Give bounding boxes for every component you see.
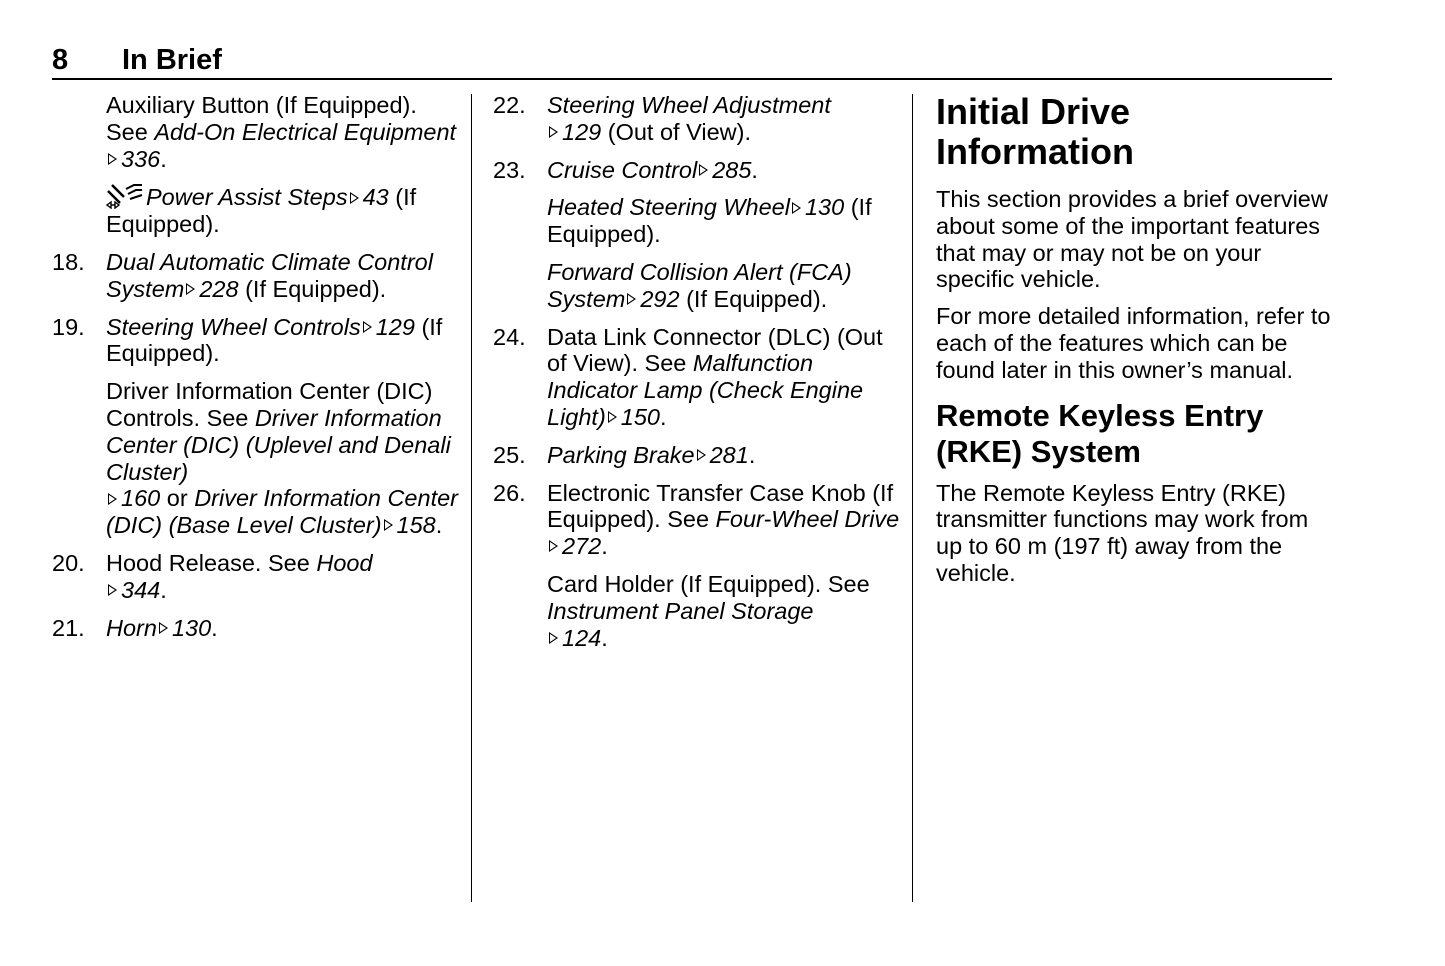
page-ref[interactable]: 285	[712, 156, 752, 183]
page-ref-icon	[549, 632, 558, 644]
column-divider	[912, 94, 913, 902]
page-ref-icon	[549, 126, 558, 138]
page-ref[interactable]: 129	[562, 118, 602, 145]
reference-link[interactable]: Driver Information Center (DIC) (Base Level Cluster)	[106, 485, 459, 539]
page-ref[interactable]: 130	[804, 194, 845, 221]
page-ref-icon	[697, 449, 706, 461]
page-ref[interactable]: 344	[121, 576, 161, 603]
list-item-18: 18. Dual Automatic Climate Control System 228 (If Equipped).	[52, 248, 433, 302]
page-ref-icon	[363, 321, 372, 333]
list-item-dic-controls: Driver Information Center (DIC) Controls. See Driver Information Center (DIC) (Uplevel and Denali Cluster) 160 or Driver Information Center (DIC) (Base Level Cluster) 158.	[106, 378, 459, 539]
section-heading: Initial Drive Information	[936, 91, 1134, 172]
page-ref[interactable]: 158	[396, 512, 436, 539]
reference-link[interactable]: Add-On Electrical Equipment	[154, 118, 457, 145]
column-left	[52, 92, 462, 652]
page-ref[interactable]: 281	[709, 441, 749, 468]
page-ref-icon	[159, 622, 168, 634]
reference-link[interactable]: Malfunction Indicator Lamp (Check Engine Light)	[547, 350, 864, 430]
list-item-power-assist-steps: Power Assist Steps 43 (If Equipped).	[106, 184, 417, 238]
page-ref-icon	[350, 192, 359, 204]
reference-link[interactable]: Parking Brake	[547, 441, 695, 468]
item-number: 26.	[493, 479, 526, 506]
page-ref[interactable]: 272	[562, 533, 602, 560]
list-item-26: 26. Electronic Transfer Case Knob (If Equipped). See Four-Wheel Drive272.	[493, 479, 900, 560]
list-item-23: 23. Cruise Control 285.	[493, 156, 758, 183]
reference-link[interactable]: Steering Wheel Controls	[106, 313, 361, 340]
page-ref-icon	[792, 202, 801, 214]
item-number: 20.	[52, 549, 85, 576]
page-ref[interactable]: 160	[121, 485, 161, 512]
reference-link[interactable]: Horn	[106, 614, 157, 641]
reference-link[interactable]: Heated Steering Wheel	[547, 194, 790, 221]
body-paragraph: This section provides a brief overview about some of the important features that may or may not be on your specific vehicle.	[936, 186, 1328, 293]
reference-link[interactable]: Instrument Panel Storage	[547, 597, 814, 624]
page-ref[interactable]: 292	[640, 285, 680, 312]
page-ref[interactable]: 150	[620, 403, 661, 430]
item-number: 24.	[493, 323, 526, 350]
list-item-25: 25. Parking Brake 281.	[493, 441, 756, 468]
page-ref-icon	[108, 584, 117, 596]
list-item-heated-steering-wheel: Heated Steering Wheel 130 (If Equipped).	[547, 194, 872, 248]
page-ref-icon	[549, 540, 558, 552]
list-item-22: 22. Steering Wheel Adjustment 129 (Out of View).	[493, 92, 831, 145]
list-item-24: 24. Data Link Connector (DLC) (Out of View). See Malfunction Indicator Lamp (Check Engine Light) 150.	[493, 323, 883, 430]
item-number: 19.	[52, 313, 85, 340]
item-number: 22.	[493, 92, 526, 118]
page-number: 8	[52, 44, 69, 76]
reference-link[interactable]: Dual Automatic Climate Control System	[106, 248, 433, 302]
page-ref-icon	[627, 293, 636, 305]
reference-link[interactable]: Four-Wheel Drive	[715, 506, 900, 533]
reference-link[interactable]: Cruise Control	[547, 156, 698, 183]
column-right	[936, 92, 1336, 597]
item-number: 21.	[52, 614, 85, 641]
subsection-heading: Remote Keyless Entry (RKE) System	[936, 397, 1264, 469]
reference-link[interactable]: Hood	[316, 549, 373, 576]
reference-link[interactable]: Power Assist Steps	[146, 184, 348, 211]
page-ref[interactable]: 43	[362, 184, 389, 211]
reference-link[interactable]: Driver Information Center (DIC) (Uplevel and Denali Cluster)	[106, 404, 451, 485]
page-ref[interactable]: 130	[171, 614, 212, 641]
page-ref[interactable]: 129	[375, 313, 415, 340]
item-number: 25.	[493, 441, 526, 468]
list-item-19: 19. Steering Wheel Controls 129 (If Equipped).	[52, 313, 443, 367]
list-item-fca: Forward Collision Alert (FCA) System 292 (If Equipped).	[547, 258, 852, 312]
page-ref-icon	[608, 411, 617, 423]
page-ref[interactable]: 336	[121, 145, 161, 172]
list-item-card-holder: Card Holder (If Equipped). See Instrument Panel Storage 124.	[547, 570, 870, 651]
page-ref-icon	[108, 153, 117, 165]
body-paragraph: The Remote Keyless Entry (RKE) transmitter functions may work from up to 60 m (197 ft) away from the vehicle.	[936, 479, 1309, 586]
item-number: 23.	[493, 156, 526, 183]
power-assist-steps-icon	[106, 183, 144, 209]
list-item-20: 20. Hood Release. See Hood 344.	[52, 549, 373, 603]
page-ref[interactable]: 228	[199, 275, 239, 302]
reference-link[interactable]: Forward Collision Alert (FCA) System	[547, 258, 852, 312]
page-ref-icon	[699, 164, 708, 176]
list-item-21: 21. Horn 130.	[52, 614, 218, 641]
column-middle	[493, 92, 903, 662]
page-ref-icon	[186, 283, 195, 295]
page-ref[interactable]: 124	[562, 624, 602, 651]
reference-link[interactable]: Steering Wheel Adjustment	[547, 92, 831, 118]
page-ref-icon	[108, 493, 117, 505]
list-item-auxiliary: Auxiliary Button (If Equipped). See Add-On Electrical Equipment336.	[106, 92, 457, 172]
item-number: 18.	[52, 248, 85, 275]
body-paragraph: For more detailed information, refer to each of the features which can be found later in this owner’s manual.	[936, 303, 1331, 383]
page-header	[52, 44, 1332, 80]
column-divider	[471, 94, 472, 902]
page-ref-icon	[384, 519, 393, 531]
section-title: In Brief	[122, 44, 222, 76]
